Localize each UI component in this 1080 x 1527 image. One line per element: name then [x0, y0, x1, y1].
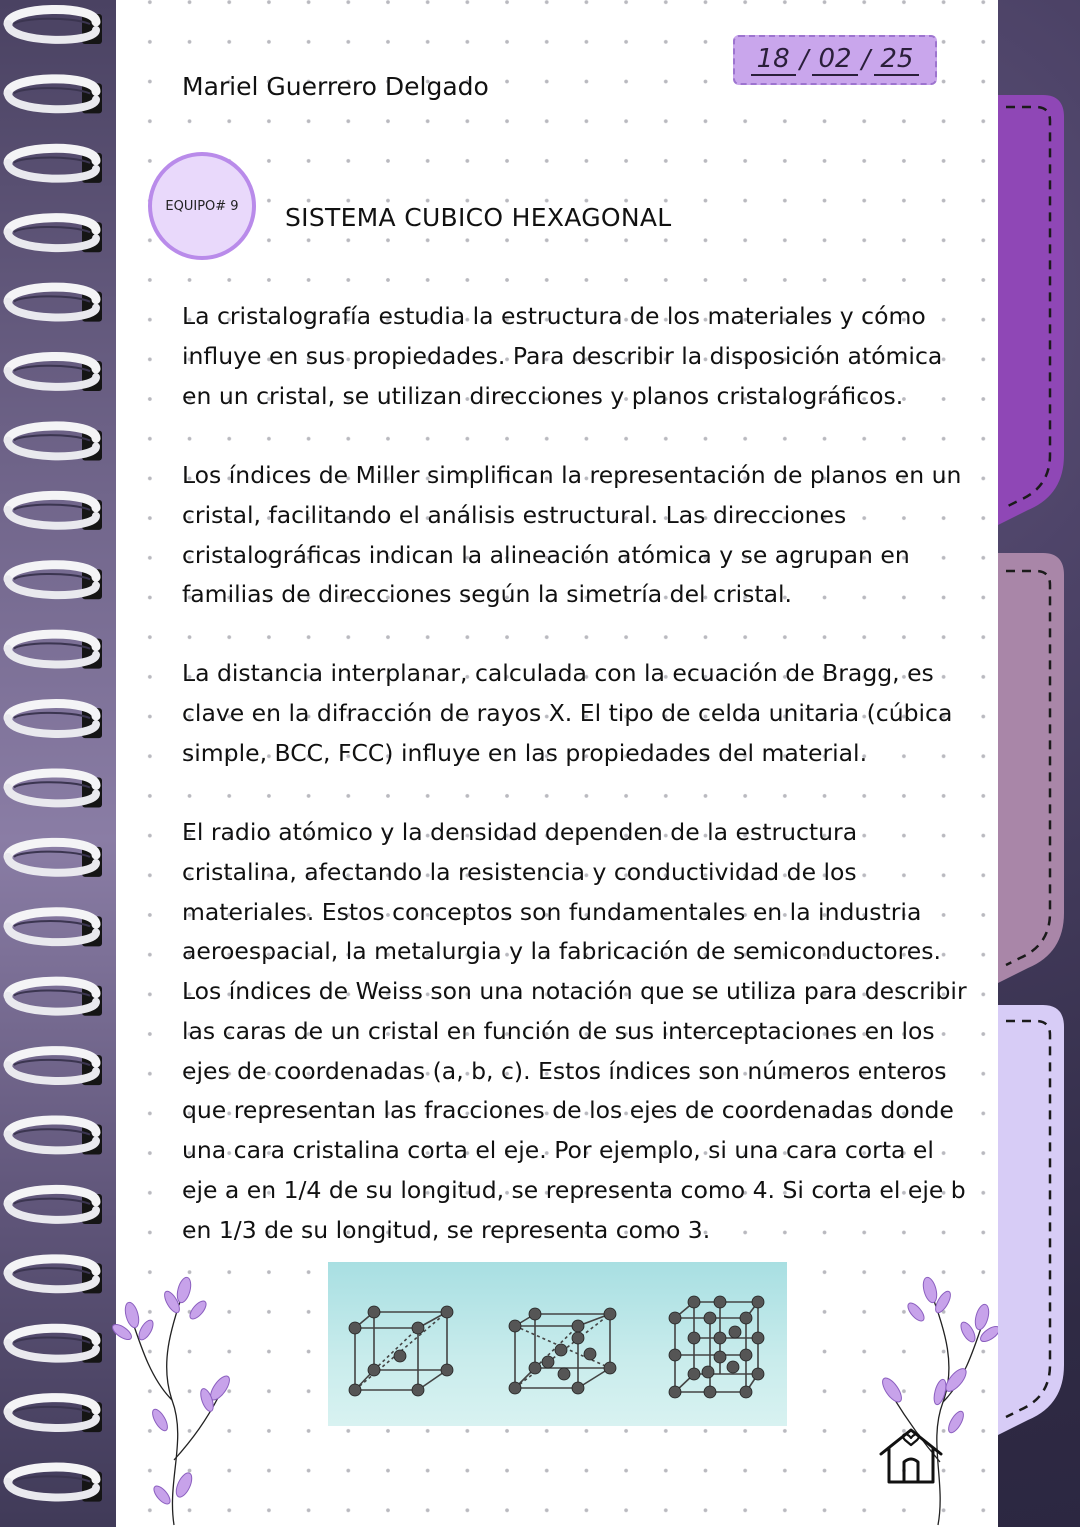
paragraph-3: La distancia interplanar, calculada con la ecuación de Bragg, es clave en la difracción de rayos X. El tipo de celda unitaria (cúbica simple, BCC, FCC) influye en las propiedades del material.: [182, 659, 953, 767]
author-name: Mariel Guerrero Delgado: [182, 72, 489, 101]
tab-bottom[interactable]: [998, 1005, 1080, 1435]
spiral-ring-icon: [8, 704, 102, 739]
date-month: 02: [812, 44, 857, 76]
spiral-ring-icon: [8, 426, 102, 461]
paragraph-5: Los índices de Weiss son una notación que se utiliza para describir las caras de un cristal en función de sus interceptaciones en los ejes de coordenadas (a, b, c). Estos índices son números enteros que representan las fracciones de los ejes de coordenadas donde una cara cristalina corta el eje. Por ejemplo, si una cara corta el eje a en 1/4 de su longitud, se representa como 4. Si corta el eje b en 1/3 de su longitud, se representa como 3.: [182, 977, 967, 1244]
date-box: 18 / 02 / 25: [733, 35, 937, 85]
spiral-ring-icon: [8, 148, 102, 183]
paragraph-2: Los índices de Miller simplifican la representación de planos en un cristal, facilitando el análisis estructural. Las direcciones cristalográficas indican la alineación atómica y se agrupan en familias de direcciones según la simetría del cristal.: [182, 461, 962, 609]
spiral-ring-icon: [8, 218, 102, 253]
spiral-ring-icon: [8, 842, 102, 877]
spiral-ring-icon: [8, 9, 102, 44]
page-title: SISTEMA CUBICO HEXAGONAL: [285, 203, 672, 232]
spiral-ring-icon: [8, 1259, 102, 1294]
spiral-ring-icon: [8, 1051, 102, 1086]
spiral-ring-icon: [8, 495, 102, 530]
spiral-ring-icon: [8, 1328, 102, 1363]
spiral-ring-icon: [8, 357, 102, 392]
team-badge-label: EQUIPO# 9: [165, 198, 239, 214]
spiral-ring-icon: [8, 1398, 102, 1433]
spiral-ring-icon: [8, 79, 102, 114]
spiral-ring-icon: [8, 565, 102, 600]
team-badge: [148, 152, 256, 260]
paragraph-4: El radio atómico y la densidad dependen de la estructura cristalina, afectando la resistencia y conductividad de los materiales. Estos conceptos son fundamentales en la industria aeroespacial, la metalurgia y la fabricación de semiconductores.: [182, 818, 941, 966]
spiral-ring-icon: [8, 287, 102, 322]
spiral-ring-icon: [8, 1120, 102, 1155]
tab-top[interactable]: [998, 95, 1080, 525]
date-day: 18: [751, 44, 796, 76]
lavender-flower-icon: [868, 1272, 998, 1527]
spiral-ring-icon: [8, 1189, 102, 1224]
spiral-ring-icon: [8, 1467, 102, 1502]
tab-middle[interactable]: [998, 553, 1080, 983]
crystal-structures-image: [328, 1262, 787, 1426]
spiral-binding: [0, 0, 110, 1527]
spiral-ring-icon: [8, 981, 102, 1016]
home-icon[interactable]: [876, 1418, 946, 1488]
lavender-flower-icon: [112, 1270, 242, 1527]
spiral-ring-icon: [8, 912, 102, 947]
date-year: 25: [874, 44, 919, 76]
spiral-ring-icon: [8, 634, 102, 669]
paragraph-1: La cristalografía estudia la estructura de los materiales y cómo influye en sus propiedades. Para describir la disposición atómica en un cristal, se utilizan direcciones y planos cristalográficos.: [182, 302, 943, 410]
spiral-ring-icon: [8, 773, 102, 808]
